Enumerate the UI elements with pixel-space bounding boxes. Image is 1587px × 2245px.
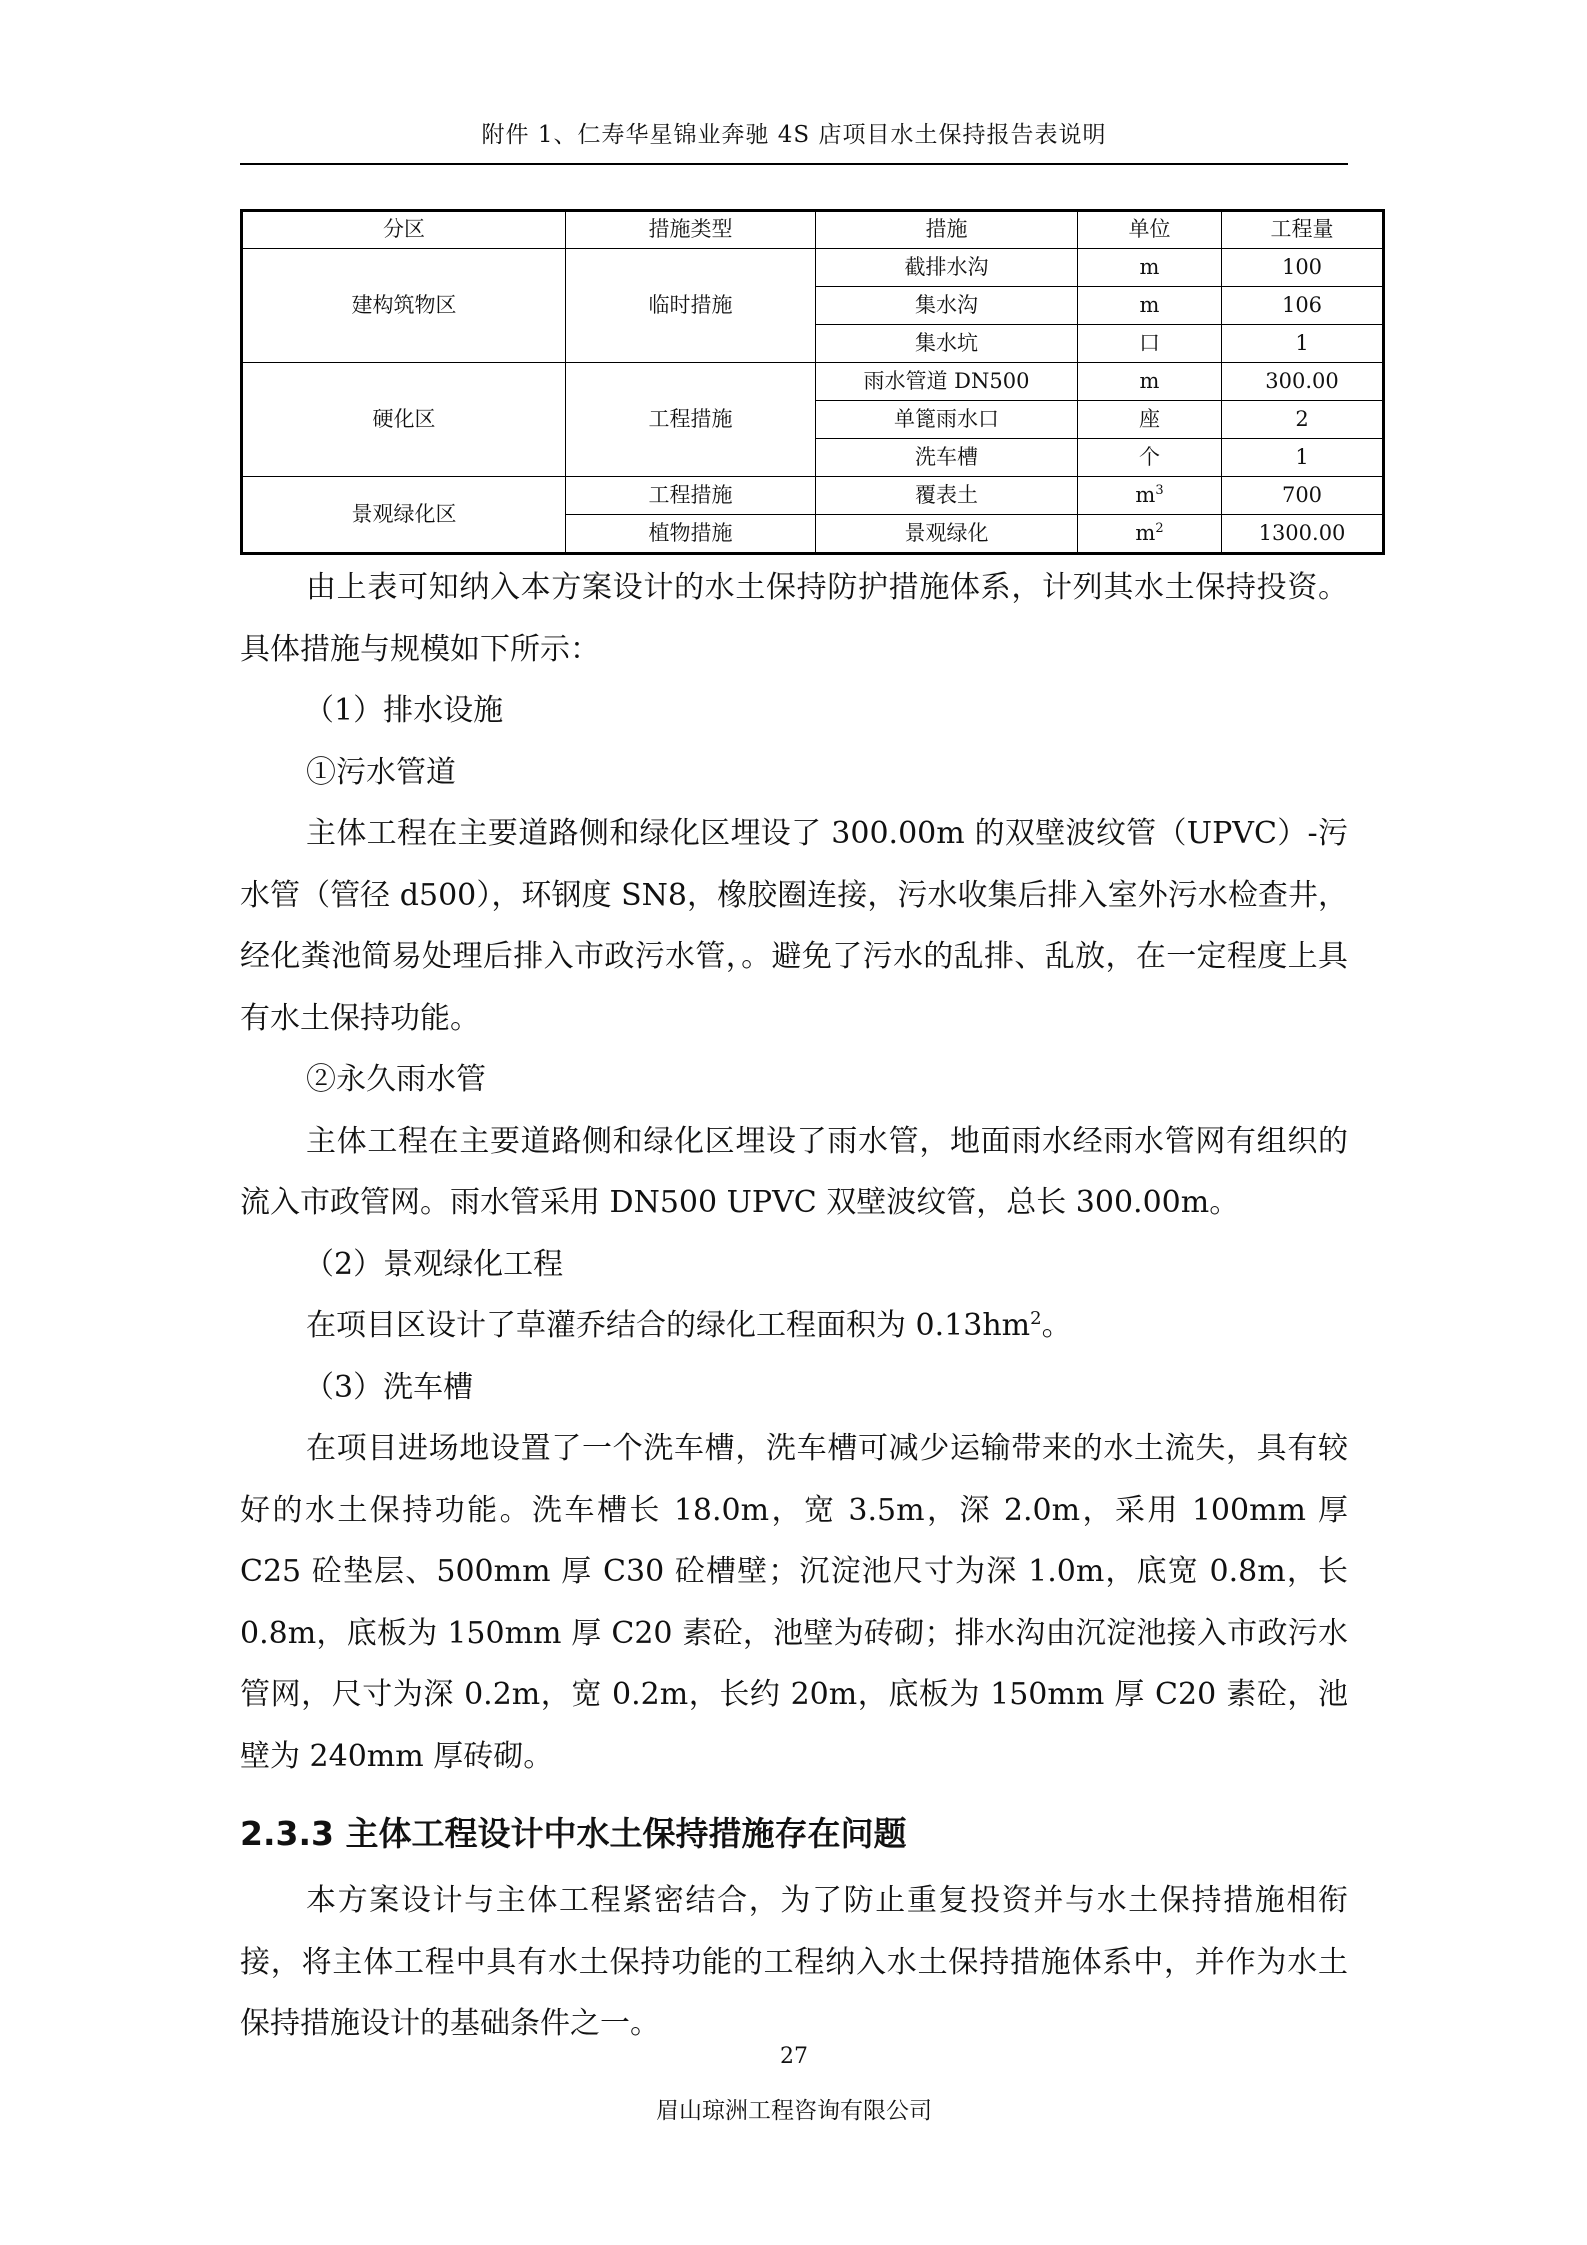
- landscape-text-end: 。: [1041, 1308, 1072, 1343]
- col-header-unit: 单位: [1078, 211, 1222, 249]
- unit-superscript: 3: [1155, 482, 1164, 498]
- zone-cell: 建构筑物区: [242, 249, 566, 363]
- quantity-cell: 300.00: [1222, 363, 1384, 401]
- measure-cell: 覆表土: [816, 477, 1078, 515]
- section-content: [240, 1870, 1348, 2055]
- type-cell: 工程措施: [566, 363, 816, 477]
- page-number: 27: [780, 2044, 808, 2069]
- measure-cell: 集水坑: [816, 325, 1078, 363]
- unit-cell: 座: [1078, 401, 1222, 439]
- measure-cell: 洗车槽: [816, 439, 1078, 477]
- measure-cell: 景观绿化: [816, 515, 1078, 554]
- sewage-paragraph: 主体工程在主要道路侧和绿化区埋设了 300.00m 的双壁波纹管（UPVC）-污水管（管径 d500），环钢度 SN8，橡胶圈连接，污水收集后排入室外污水检查井，经化粪池简易处理后排入市政污水管，。避免了污水的乱排、乱放，在一定程度上具有水土保持功能。: [240, 816, 1348, 1036]
- landscape-text: 在项目区设计了草灌乔结合的绿化工程面积为 0.13hm: [306, 1308, 1031, 1343]
- header-divider: [240, 163, 1348, 165]
- col-header-quantity: 工程量: [1222, 211, 1384, 249]
- wash-heading: （3）洗车槽: [304, 1369, 474, 1405]
- zone-cell: 硬化区: [242, 363, 566, 477]
- quantity-cell: 700: [1222, 477, 1384, 515]
- footer-company-name: 眉山琼洲工程咨询有限公司: [656, 2098, 932, 2124]
- table-row: [242, 363, 1384, 401]
- landscape-heading: （2）景观绿化工程: [304, 1246, 564, 1282]
- quantity-cell: 106: [1222, 287, 1384, 325]
- unit-cell: m: [1078, 363, 1222, 401]
- table-row: [242, 477, 1384, 515]
- quantity-cell: 2: [1222, 401, 1384, 439]
- quantity-cell: 1: [1222, 439, 1384, 477]
- rain-paragraph: 主体工程在主要道路侧和绿化区埋设了雨水管，地面雨水经雨水管网有组织的流入市政管网。雨水管采用 DN500 UPVC 双壁波纹管，总长 300.00m。: [240, 1123, 1348, 1220]
- rain-heading: ②永久雨水管: [306, 1062, 486, 1097]
- quantity-cell: 1: [1222, 325, 1384, 363]
- table-row: [242, 249, 1384, 287]
- wash-paragraph: 在项目进场地设置了一个洗车槽，洗车槽可减少运输带来的水土流失，具有较好的水土保持功能。洗车槽长 18.0m，宽 3.5m，深 2.0m，采用 100mm 厚 C25 砼垫层、500mm 厚 C30 砼槽壁；沉淀池尺寸为深 1.0m，底宽 0.8m，长 0.8m，底板为 150mm 厚 C20 素砼，池壁为砖砌；排水沟由沉淀池接入市政污水管网，尺寸为深 0.2m，宽 0.2m，长约 20m，底板为 150mm 厚 C20 素砼，池壁为 240mm 厚砖砌。: [240, 1431, 1348, 1774]
- intro-paragraph: 由上表可知纳入本方案设计的水土保持防护措施体系，计列其水土保持投资。具体措施与规模如下所示：: [240, 570, 1348, 667]
- unit-base: m: [1135, 520, 1156, 545]
- unit-cell: 口: [1078, 325, 1222, 363]
- document-header-title: 附件 1、仁寿华星锦业奔驰 4S 店项目水土保持报告表说明: [481, 122, 1107, 148]
- measure-cell: 截排水沟: [816, 249, 1078, 287]
- type-cell: 工程措施: [566, 477, 816, 515]
- col-header-zone: 分区: [242, 211, 566, 249]
- measure-cell: 单篦雨水口: [816, 401, 1078, 439]
- unit-base: m: [1135, 482, 1156, 507]
- zone-cell: 景观绿化区: [242, 477, 566, 554]
- quantity-cell: 1300.00: [1222, 515, 1384, 554]
- unit-cell: m: [1078, 287, 1222, 325]
- landscape-superscript: 2: [1030, 1308, 1042, 1329]
- unit-cell: 个: [1078, 439, 1222, 477]
- unit-cell: [1078, 477, 1222, 515]
- type-cell: 临时措施: [566, 249, 816, 363]
- col-header-measure: 措施: [816, 211, 1078, 249]
- landscape-paragraph: [240, 1295, 1348, 1357]
- measure-cell: 雨水管道 DN500: [816, 363, 1078, 401]
- measures-table: [240, 209, 1385, 555]
- table-header-row: [242, 211, 1384, 249]
- quantity-cell: 100: [1222, 249, 1384, 287]
- unit-cell: m: [1078, 249, 1222, 287]
- measure-cell: 集水沟: [816, 287, 1078, 325]
- drainage-heading: （1）排水设施: [304, 693, 504, 728]
- section-heading: 2.3.3 主体工程设计中水土保持措施存在问题: [240, 1814, 907, 1853]
- section-paragraph: 本方案设计与主体工程紧密结合，为了防止重复投资并与水土保持措施相衔接，将主体工程中具有水土保持功能的工程纳入水土保持措施体系中，并作为水土保持措施设计的基础条件之一。: [240, 1883, 1348, 2041]
- body-content: [240, 557, 1348, 1787]
- col-header-type: 措施类型: [566, 211, 816, 249]
- unit-superscript: 2: [1155, 520, 1164, 536]
- unit-cell: [1078, 515, 1222, 554]
- type-cell: 植物措施: [566, 515, 816, 554]
- sewage-heading: ①污水管道: [306, 754, 456, 790]
